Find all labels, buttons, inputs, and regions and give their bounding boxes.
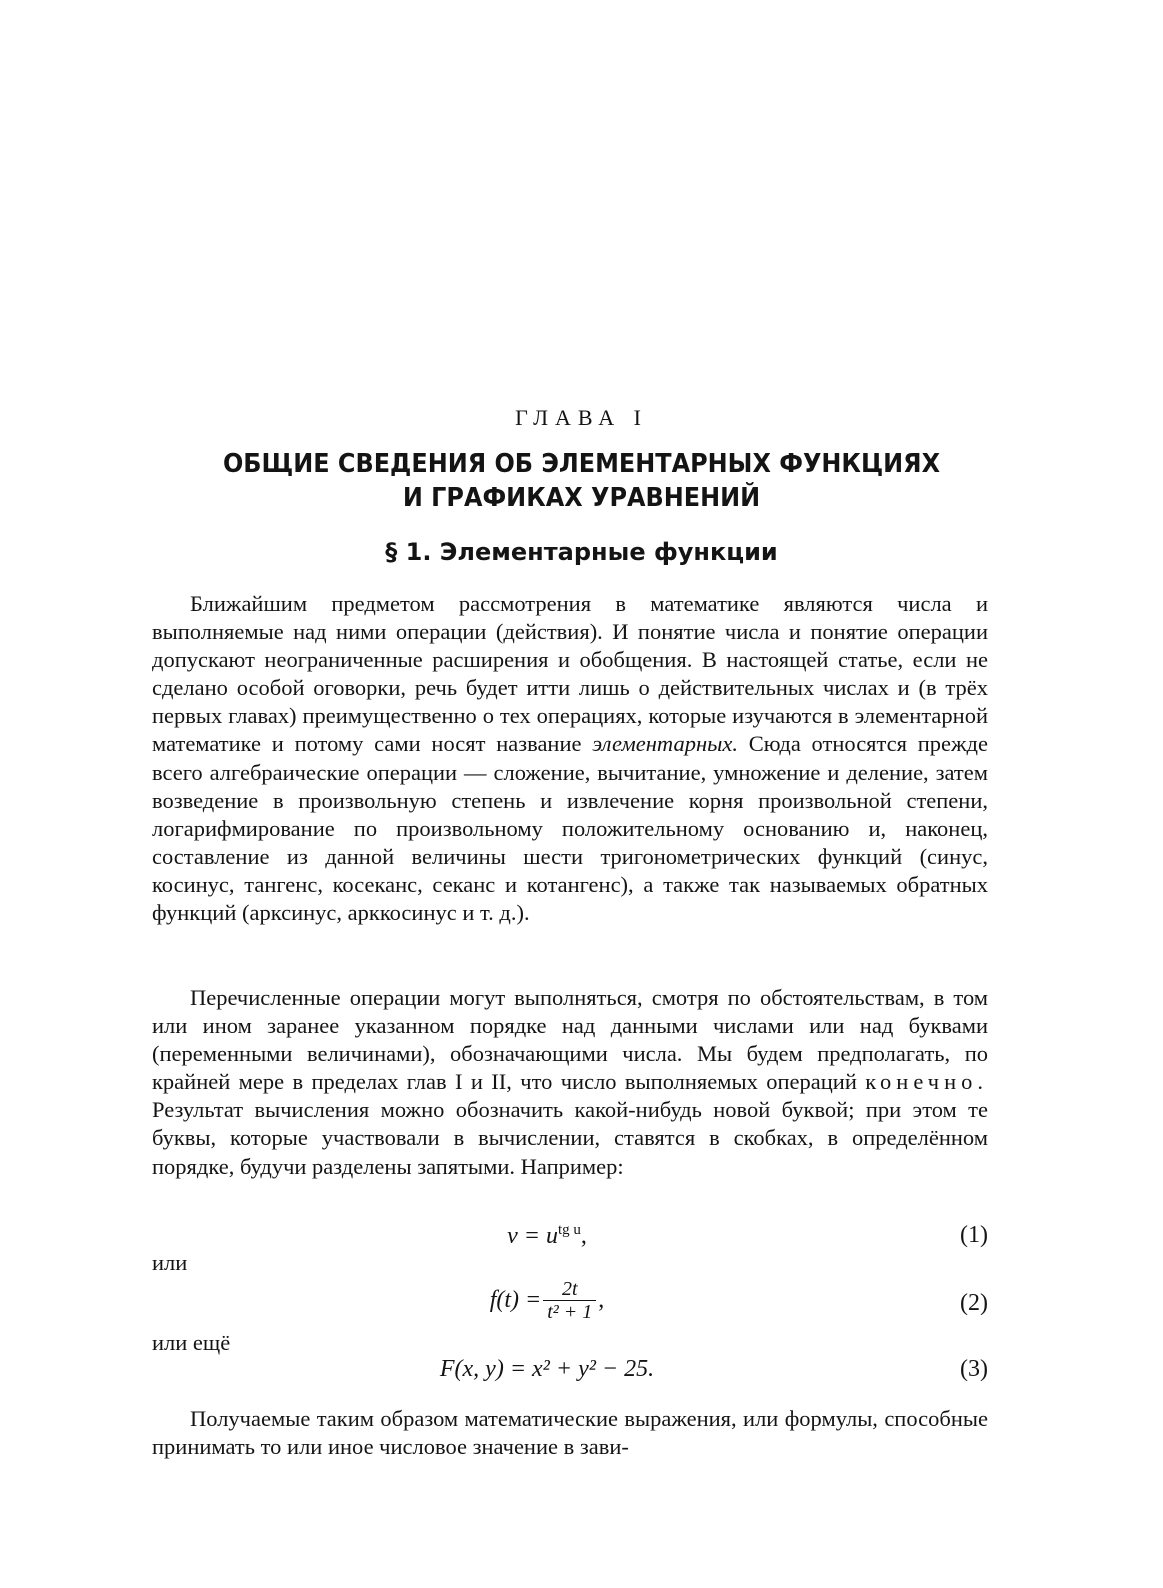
formula-1-number: (1) bbox=[960, 1222, 988, 1248]
formula-2-fraction bbox=[543, 1278, 596, 1323]
paragraph-1 bbox=[152, 590, 988, 927]
connector-or-1: или bbox=[152, 1250, 188, 1275]
formula-3-number: (3) bbox=[960, 1356, 988, 1382]
formula-2-number: (2) bbox=[960, 1290, 988, 1316]
paragraph-1-text-after: Сюда относятся прежде всего алгебраические операции — сложение, вычитание, умножение и деление, затем возведение в произвольную степень и извлечение корня произвольной степени, логарифмирование по произвольному положительному основанию и, наконец, составление из данной величины шести тригонометрических функций (синус, косинус, тангенс, косеканс, секанс и котангенс), а также так называемых обратных функций (арксинус, арккосинус и т. д.). bbox=[152, 731, 988, 926]
formula-2-lhs: f(t) = bbox=[489, 1287, 542, 1313]
formula-2-tail: , bbox=[598, 1287, 605, 1313]
formula-1 bbox=[152, 1222, 988, 1252]
section-title: § 1. Элементарные функции bbox=[385, 538, 778, 566]
paragraph-3: Получаемые таким образом математические выражения, или формулы, способные принимать то или иное числовое значение в зави- bbox=[152, 1406, 988, 1460]
paragraph-2-text-after: Результат вычисления можно обозначить какой-нибудь новой буквой; при этом те буквы, которые участвовали в вычислении, ставятся в скобках, в определённом порядке, будучи разделены запятыми. Например: bbox=[152, 1097, 988, 1179]
formula-1-expression bbox=[152, 1222, 942, 1250]
formula-2-numerator: 2t bbox=[543, 1278, 596, 1301]
formula-1-lhs: v = u bbox=[507, 1223, 558, 1249]
formula-1-tail: , bbox=[580, 1223, 587, 1249]
formula-3-expression: F(x, y) = x² + y² − 25. bbox=[439, 1356, 655, 1382]
formula-2 bbox=[152, 1278, 988, 1330]
formula-1-exponent: tg u bbox=[557, 1222, 581, 1238]
paragraph-1-emphasis: элементарных. bbox=[592, 731, 738, 757]
formula-2-expression bbox=[152, 1278, 942, 1323]
paragraph-1-text: Ближайшим предметом рассмотрения в математике являются числа и выполняемые над ними операции (действия). И понятие числа и понятие операции допускают неограниченные расширения и обобщения. В настоящей статье, если не сделано особой оговорки, речь будет итти лишь о действительных числах и (в трёх первых главах) преимущественно о тех операциях, которые изучаются в элементарной математике и потому сами носят название bbox=[152, 591, 988, 757]
chapter-title bbox=[47, 447, 1117, 515]
chapter-label: ГЛАВА I bbox=[515, 405, 648, 430]
chapter-title-line-2: И ГРАФИКАХ УРАВНЕНИЙ bbox=[402, 483, 761, 513]
paragraph-2 bbox=[152, 984, 988, 1181]
formula-3 bbox=[152, 1356, 988, 1386]
paragraph-2-spaced-word: конечно. bbox=[865, 1069, 988, 1095]
paragraph-2-text-before: Перечисленные операции могут выполняться, смотря по обстоятельствам, в том или ином заранее указанном порядке над данными числами или над буквами (переменными величинами), обозначающими числа. Мы будем предполагать, по крайней мере в пределах глав I и II, что число выполняемых операций bbox=[152, 985, 988, 1095]
formula-2-denominator: t² + 1 bbox=[547, 1301, 593, 1323]
chapter-title-line-1: ОБЩИЕ СВЕДЕНИЯ ОБ ЭЛЕМЕНТАРНЫХ ФУНКЦИЯХ bbox=[222, 449, 941, 479]
connector-or-2: или ещё bbox=[152, 1330, 231, 1355]
